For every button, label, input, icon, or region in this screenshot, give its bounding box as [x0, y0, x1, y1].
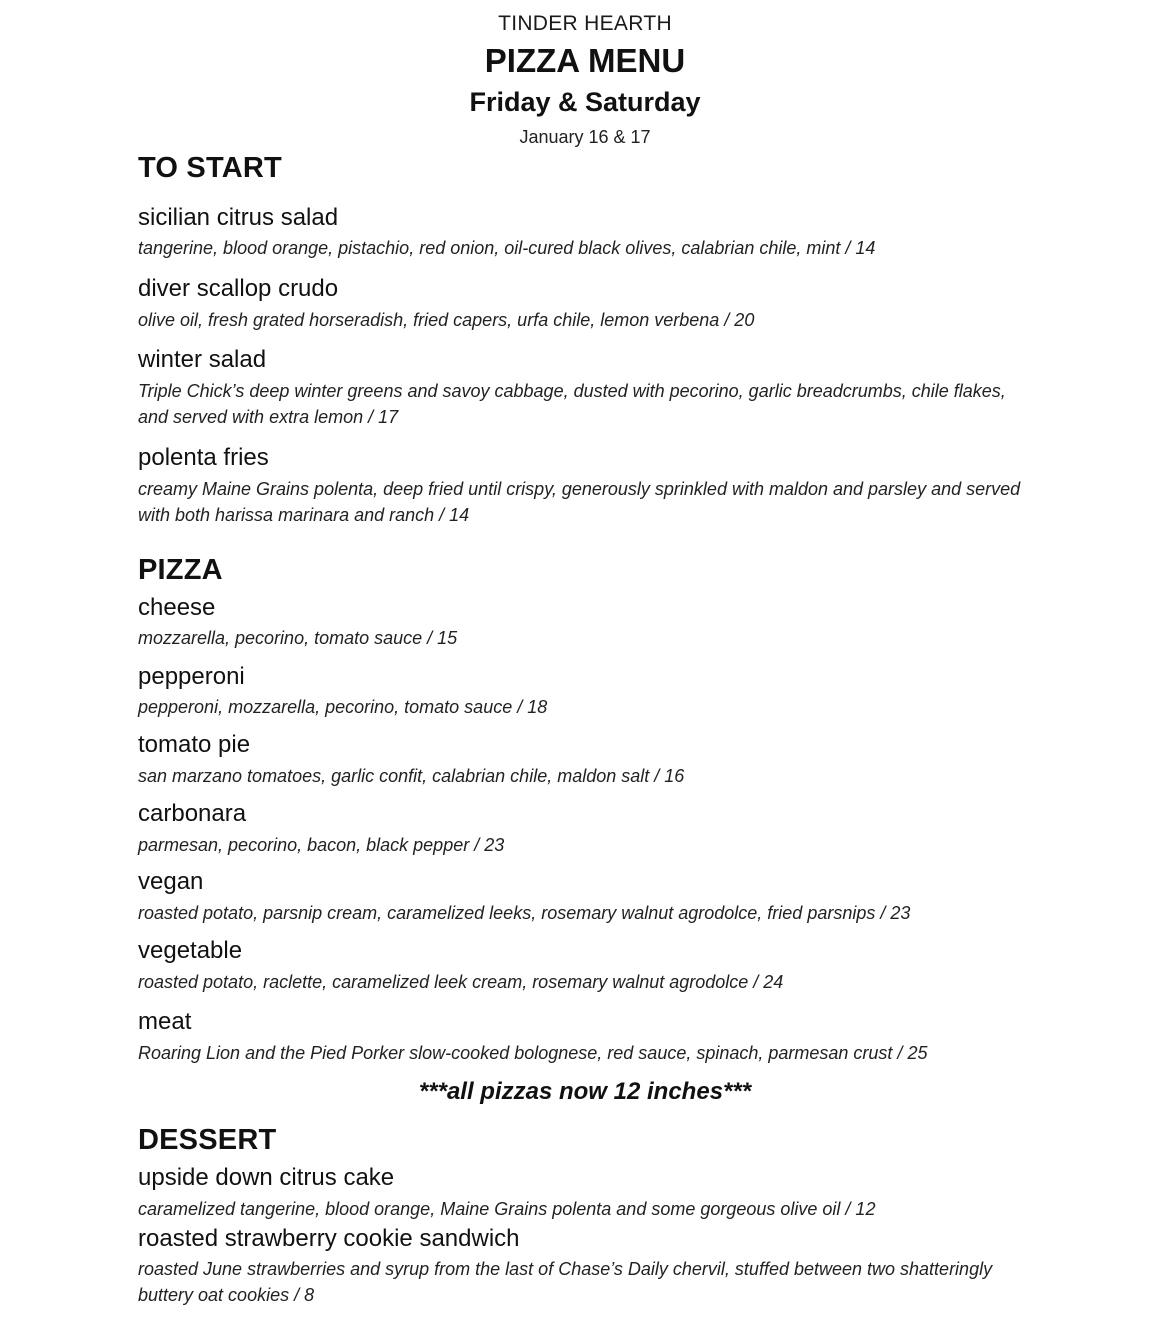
menu-item-description: roasted potato, raclette, caramelized leek cream, rosemary walnut agrodolce / 24 — [138, 972, 784, 992]
pizza-size-note: ***all pizzas now 12 inches*** — [418, 1078, 752, 1105]
menu-item-name: diver scallop crudo — [138, 275, 339, 302]
restaurant-name: TINDER HEARTH — [498, 12, 672, 35]
menu-item-name: roasted strawberry cookie sandwich — [138, 1225, 520, 1252]
menu-item-description: pepperoni, mozzarella, pecorino, tomato sauce / 18 — [138, 697, 548, 717]
menu-item-description: roasted potato, parsnip cream, caramelized leeks, rosemary walnut agrodolce, fried parsnips / 23 — [138, 903, 911, 923]
section-heading-pizza: PIZZA — [138, 554, 223, 586]
menu-item-description: Roaring Lion and the Pied Porker slow-cooked bolognese, red sauce, spinach, parmesan crust / 25 — [138, 1043, 928, 1063]
section-heading-dessert: DESSERT — [138, 1124, 277, 1156]
menu-item-name: tomato pie — [138, 731, 251, 758]
menu-date: January 16 & 17 — [519, 127, 651, 147]
menu-item-description: tangerine, blood orange, pistachio, red onion, oil-cured black olives, calabrian chile, mint / 14 — [138, 238, 876, 258]
menu-item-description: caramelized tangerine, blood orange, Maine Grains polenta and some gorgeous olive oil / 12 — [138, 1199, 876, 1219]
menu-days: Friday & Saturday — [469, 87, 701, 117]
menu-item-description: mozzarella, pecorino, tomato sauce / 15 — [138, 628, 458, 648]
menu-item-name: upside down citrus cake — [138, 1164, 395, 1191]
menu-item-name: polenta fries — [138, 444, 269, 471]
menu-item-description: san marzano tomatoes, garlic confit, calabrian chile, maldon salt / 16 — [138, 766, 685, 786]
menu-item-name: winter salad — [138, 346, 267, 373]
menu-item-name: meat — [138, 1008, 192, 1035]
menu-item-name: vegetable — [138, 937, 243, 964]
menu-item-description: parmesan, pecorino, bacon, black pepper / 23 — [138, 835, 505, 855]
menu-item-description: roasted June strawberries and syrup from the last of Chase’s Daily chervil, stuffed between two shatteringly buttery oat cookies / 8 — [138, 1259, 993, 1305]
section-heading-to-start: TO START — [138, 152, 282, 184]
menu-item-description: Triple Chick’s deep winter greens and savoy cabbage, dusted with pecorino, garlic breadcrumbs, chile flakes, and served with extra lemon / 17 — [138, 381, 1006, 427]
menu-item-description: olive oil, fresh grated horseradish, fried capers, urfa chile, lemon verbena / 20 — [138, 310, 755, 330]
menu-item-name: cheese — [138, 594, 216, 621]
menu-title: PIZZA MENU — [484, 42, 686, 79]
menu-item-description: creamy Maine Grains polenta, deep fried until crispy, generously sprinkled with maldon and parsley and served with both harissa marinara and ranch / 14 — [138, 479, 1021, 525]
menu-item-name: vegan — [138, 868, 204, 895]
menu-item-name: sicilian citrus salad — [138, 204, 339, 231]
menu-item-name: carbonara — [138, 800, 247, 827]
menu-item-name: pepperoni — [138, 663, 245, 690]
